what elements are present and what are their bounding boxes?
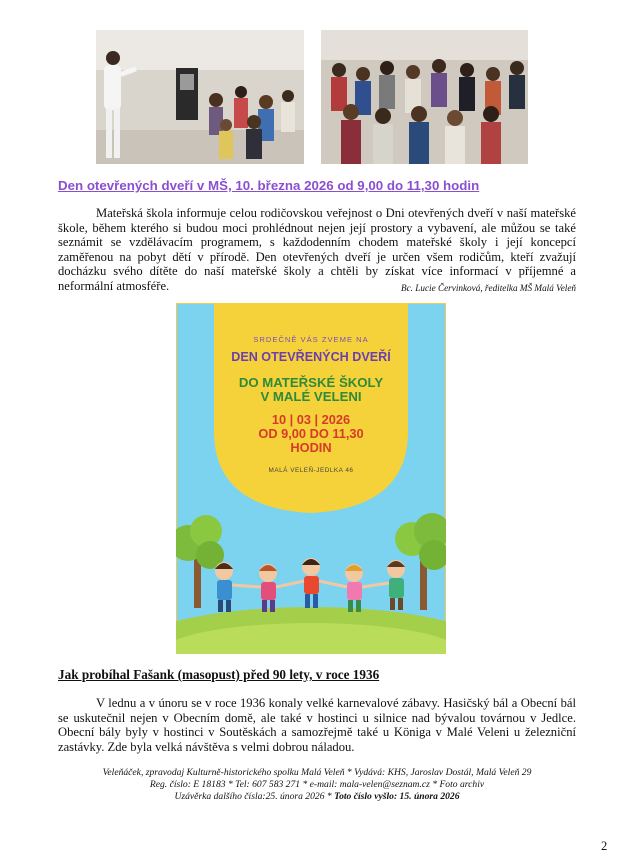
poster-title-line: DEN OTEVŘENÝCH DVEŘÍ (231, 350, 391, 364)
newsletter-footer (58, 767, 576, 803)
poster-school-line2: V MALÉ VELENI (260, 389, 362, 404)
page-number: 2 (601, 839, 608, 853)
article-body-text: Mateřská škola informuje celou rodičovskou veřejnost o Dni otevřených dveří v naší mateřské škole, během kterého si budou moci prohlédnout nejen její prostory a vybavení, ale můžou se také seznámit se vzdělávacím programem, s každodenním chodem mateřské školy i její koncepcí zaměřenou na pobyt dětí v přírodě. Den otevřených dveří je určen všem rodičům, kteří zvažují docházku svého dítěte do naší mateřské školy a chtěli by získat více informací v příjemné a neformální atmosféře. (58, 206, 576, 293)
article-body-open-day (58, 206, 576, 296)
footer-line-dates (58, 791, 576, 803)
poster-invite-line: SRDEČNĚ VÁS ZVEME NA (253, 335, 369, 344)
open-day-poster (176, 303, 446, 654)
footer-line-contact: Reg. číslo: E 18183 * Tel: 607 583 271 * e-mail: mala-velen@seznam.cz * Foto archiv (149, 779, 485, 790)
article-body-fasank: V lednu a v únoru se v roce 1936 konaly velké karnevalové zábavy. Hasičský bál a Obecní bál se uskutečnil nejen v Obecním domě, ale také v hostinci u silnice nad bývalou továrnou v Jedlce. Obecní bály byly v hostinci v Soutěskách a samozřejmě také u Königa v Malé Veleni u železniční zastávky. Zde byla velká návštěva s velmi dobrou náladou. (58, 696, 576, 754)
footer-issue-date: Toto číslo vyšlo: 15. února 2026 (334, 791, 460, 802)
photo-children-group (321, 30, 528, 164)
article-signature: Bc. Lucie Červinková, ředitelka MŠ Malá Veleň (400, 282, 576, 293)
footer-deadline: Uzávěrka dalšího čísla:25. února 2026 * (174, 791, 335, 802)
poster-time: OD 9,00 DO 11,30 (258, 426, 364, 441)
article-heading-open-day: Den otevřených dveří v MŠ, 10. března 2026 od 9,00 do 11,30 hodin (58, 178, 480, 193)
article-heading-fasank: Jak probíhal Fašank (masopust) před 90 lety, v roce 1936 (58, 667, 380, 682)
poster-address: MALÁ VELEŇ-JEDLKA 46 (268, 467, 354, 474)
photo-teacher-and-children (96, 30, 304, 164)
poster-school-line1: DO MATEŘSKÉ ŠKOLY (238, 375, 384, 390)
poster-date: 10 | 03 | 2026 (271, 412, 351, 427)
footer-line-publisher: Veleňáček, zpravodaj Kulturně-historického spolku Malá Veleň * Vydává: KHS, Jaroslav Dostál, Malá Veleň 29 (102, 767, 532, 778)
poster-time-hours: HODIN (290, 440, 332, 455)
